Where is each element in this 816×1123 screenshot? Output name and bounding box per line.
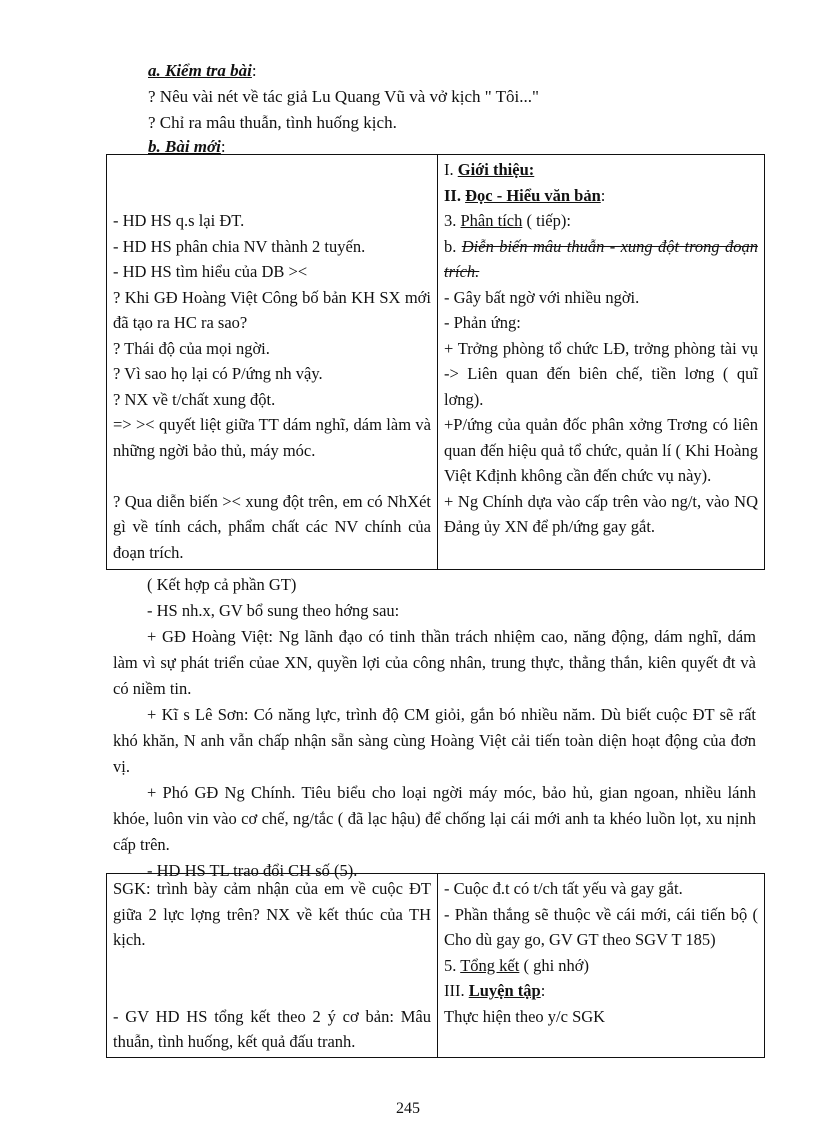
- activity-line: ? NX về t/chất xung đột.: [113, 389, 276, 409]
- activity-line: => >< quyết liệt giữa TT dám nghĩ, dám làm và những ngời bảo thủ, máy móc.: [113, 415, 431, 460]
- section-conflict: b. Diễn biến mâu thuẫn - xung đột trong đoạn trích.: [444, 236, 758, 281]
- section-summary: 5. Tổng kết ( ghi nhớ): [444, 955, 590, 975]
- lesson-table-2: [106, 873, 765, 1058]
- paragraph: + GĐ Hoàng Việt: Ng lãnh đạo có tinh thần trách nhiệm cao, năng động, dám nghĩ, dám làm vì sự phát triển củae XN, quyền lợi của công nhân, trung thực, thẳng thắn, kiên quyết đt và có niềm tin.: [113, 627, 756, 698]
- check-question-1: ? Nêu vài nét về tác giả Lu Quang Vũ và vở kịch " Tôi...": [148, 87, 539, 106]
- activity-line: SGK: trình bày cảm nhận của em về cuộc ĐT giữa 2 lực lợng trên? NX về kết thúc của TH kịch.: [113, 879, 431, 949]
- page-number: 245: [396, 1100, 420, 1117]
- content-line: + Ng Chính dựa vào cấp trên vào ng/t, vào NQ Đảng ủy XN để ph/ứng gay gắt.: [444, 491, 758, 536]
- paragraph: ( Kết hợp cả phần GT): [147, 575, 297, 594]
- activity-line: - HD HS q.s lại ĐT.: [113, 211, 245, 230]
- activity-line: - HD HS tìm hiểu của DB ><: [113, 262, 308, 281]
- activity-line: ? Vì sao họ lại có P/ứng nh vậy.: [113, 364, 323, 383]
- section-analysis: 3. Phân tích ( tiếp):: [444, 211, 571, 230]
- section-reading: II. Đọc - Hiểu văn bản:: [444, 185, 606, 205]
- activity-line: ? Khi GĐ Hoàng Việt Công bố bản KH SX mới đã tạo ra HC ra sao?: [113, 287, 431, 332]
- new-lesson-heading: b. Bài mới:: [148, 137, 226, 156]
- content-column: [438, 155, 765, 570]
- content-line: - Gây bất ngờ với nhiều ngời.: [444, 287, 640, 307]
- teacher-activity-column: [107, 155, 438, 570]
- content-line: + Trởng phòng tổ chức LĐ, trởng phòng tài vụ -> Liên quan đến biên chế, tiền lơng ( quĩ lơng).: [444, 338, 758, 409]
- teacher-activity-column-2: [107, 874, 438, 1058]
- paragraph: - HD HS TL trao đổi CH số (5).: [147, 861, 358, 880]
- activity-line: ? Thái độ của mọi ngời.: [113, 338, 270, 358]
- paragraph: + Phó GĐ Ng Chính. Tiêu biểu cho loại ngời máy móc, bảo hủ, gian ngoan, nhiều lánh khóe, luôn vin vào cơ chế, ng/tắc ( đã lạc hậu) để chống lại cái mới anh ta khéo luồn lọt, xu nịnh cấp trên.: [113, 783, 756, 854]
- check-question-2: ? Chỉ ra mâu thuẫn, tình huống kịch.: [148, 113, 397, 132]
- check-lesson-heading: a. Kiểm tra bài:: [148, 61, 257, 80]
- content-line: Thực hiện theo y/c SGK: [444, 1006, 606, 1026]
- content-column-2: [438, 874, 765, 1058]
- content-line: - Phần thắng sẽ thuộc về cái mới, cái tiến bộ ( Cho dù gay go, GV GT theo SGV T 185): [444, 904, 758, 949]
- middle-text: [113, 572, 756, 884]
- section-intro: I. Giới thiệu:: [444, 160, 535, 179]
- lesson-table-1: [106, 154, 765, 570]
- paragraph: + Kĩ s Lê Sơn: Có năng lực, trình độ CM giỏi, gắn bó nhiều năm. Dù biết cuộc ĐT sẽ rất khó khăn, N anh vẫn chấp nhận sẵn sàng cùng Hoàng Việt cải tiến toàn diện hoạt động của đơn vị.: [113, 705, 756, 776]
- content-line: - Cuộc đ.t có t/ch tất yếu và gay gắt.: [444, 879, 683, 898]
- activity-line: - GV HD HS tổng kết theo 2 ý cơ bản: Mâu thuẫn, tình huống, kết quả đấu tranh.: [113, 1006, 431, 1051]
- paragraph: - HS nh.x, GV bổ sung theo hớng sau:: [147, 601, 400, 620]
- content-line: +P/ứng của quản đốc phân xởng Trơng có liên quan đến hiệu quả tổ chức, quản lí ( Khi Hoàng Việt Kđịnh không cần đến chức vụ này).: [444, 415, 758, 485]
- activity-line: - HD HS phân chia NV thành 2 tuyến.: [113, 236, 366, 256]
- section-practice: III. Luyện tập:: [444, 981, 546, 1000]
- activity-line: ? Qua diễn biến >< xung đột trên, em có NhXét gì về tính cách, phẩm chất các NV chính của đoạn trích.: [113, 491, 431, 562]
- content-line: - Phản ứng:: [444, 313, 521, 332]
